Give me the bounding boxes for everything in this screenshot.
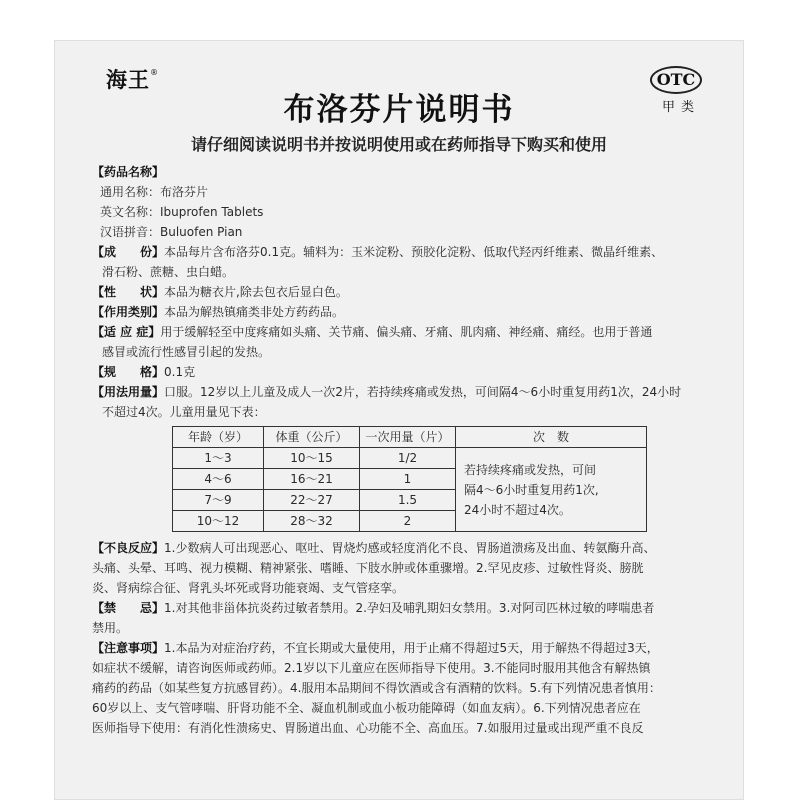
table-cell: 7～9 bbox=[173, 490, 264, 511]
table-header-weight: 体重（公斤） bbox=[264, 427, 360, 448]
section-label: 【用法用量】 bbox=[92, 385, 165, 399]
otc-category: 甲类 bbox=[662, 100, 701, 115]
table-cell: 1.5 bbox=[360, 490, 456, 511]
spec-section bbox=[92, 362, 724, 382]
table-cell: 1/2 bbox=[360, 448, 456, 469]
table-cell: 28～32 bbox=[264, 511, 360, 532]
frequency-line: 隔4～6小时重复用药1次, bbox=[464, 482, 599, 497]
category-section bbox=[92, 302, 724, 322]
section-label: 【性 状】 bbox=[92, 285, 165, 299]
section-text: 本品为糖衣片,除去包衣后显白色。 bbox=[164, 285, 348, 299]
page-title: 布洛芬片说明书 bbox=[283, 92, 515, 128]
frequency-line: 若持续疼痛或发热，可间 bbox=[464, 462, 597, 477]
section-text: 滑石粉、蔗糖、虫白蜡。 bbox=[102, 265, 235, 279]
section-text: 炎、肾病综合征、肾乳头坏死或肾功能衰竭、支气管痉挛。 bbox=[92, 581, 405, 595]
section-text: 0.1克 bbox=[164, 365, 196, 379]
table-row bbox=[173, 448, 647, 469]
section-text: 1.对其他非甾体抗炎药过敏者禁用。2.孕妇及哺乳期妇女禁用。3.对阿司匹林过敏的哮喘患者 bbox=[164, 601, 655, 615]
section-label: 【成 份】 bbox=[92, 245, 165, 259]
section-text: 60岁以上、支气管哮喘、肝肾功能不全、凝血机制或血小板功能障碍（如血友病）。6.下列情况患者应在 bbox=[92, 701, 641, 715]
section-label: 【适 应 症】 bbox=[92, 325, 161, 339]
section-label: 【规 格】 bbox=[92, 365, 165, 379]
section-text: 本品为解热镇痛类非处方药药品。 bbox=[164, 305, 345, 319]
english-name: 英文名称：Ibuprofen Tablets bbox=[100, 205, 264, 219]
table-header-row bbox=[173, 427, 647, 448]
leaflet-content bbox=[92, 162, 724, 738]
section-text: 口服。12岁以上儿童及成人一次2片，若持续疼痛或发热，可间隔4～6小时重复用药1次，24小时 bbox=[164, 385, 682, 399]
table-cell: 4～6 bbox=[173, 469, 264, 490]
table-cell: 10～12 bbox=[173, 511, 264, 532]
table-cell: 2 bbox=[360, 511, 456, 532]
section-label: 【禁 忌】 bbox=[92, 601, 165, 615]
frequency-line: 24小时不超过4次。 bbox=[464, 502, 571, 517]
section-label: 【作用类别】 bbox=[92, 305, 165, 319]
adverse-section bbox=[92, 538, 724, 558]
section-text: 本品每片含布洛芬0.1克。辅料为：玉米淀粉、预胶化淀粉、低取代羟丙纤维素、微晶纤维素、 bbox=[164, 245, 664, 259]
section-text: 如症状不缓解，请咨询医师或药师。2.1岁以下儿童应在医师指导下使用。3.不能同时服用其他含有解热镇 bbox=[92, 661, 651, 675]
drug-name-label: 【药品名称】 bbox=[92, 165, 165, 179]
indications-section bbox=[92, 322, 724, 342]
ingredients-section bbox=[92, 242, 724, 262]
table-header-frequency: 次 数 bbox=[456, 427, 647, 448]
otc-badge: OTC bbox=[650, 66, 702, 94]
section-text: 不超过4次。儿童用量见下表： bbox=[102, 405, 266, 419]
precautions-section bbox=[92, 638, 724, 658]
section-text: 医师指导下使用：有消化性溃疡史、胃肠道出血、心功能不全、高血压。7.如服用过量或出现严重不良反 bbox=[92, 721, 644, 735]
table-cell: 1～3 bbox=[173, 448, 264, 469]
generic-name: 通用名称：布洛芬片 bbox=[100, 185, 209, 199]
section-text: 痛药的药品（如某些复方抗感冒药）。4.服用本品期间不得饮酒或含有酒精的饮料。5.有下列情况患者慎用： bbox=[92, 681, 661, 695]
section-text: 1.少数病人可出现恶心、呕吐、胃烧灼感或轻度消化不良、胃肠道溃疡及出血、转氨酶升高、 bbox=[164, 541, 656, 555]
pinyin-name: 汉语拼音：Buluofen Pian bbox=[100, 225, 243, 239]
table-cell: 22～27 bbox=[264, 490, 360, 511]
section-text: 用于缓解轻至中度疼痛如头痛、关节痛、偏头痛、牙痛、肌肉痛、神经痛、痛经。也用于普通 bbox=[160, 325, 653, 339]
pediatric-dose-table bbox=[172, 426, 647, 532]
section-text: 头痛、头晕、耳鸣、视力模糊、精神紧张、嗜睡、下肢水肿或体重骤增。2.罕见皮疹、过敏性肾炎、膀胱 bbox=[92, 561, 644, 575]
frequency-note bbox=[456, 448, 647, 532]
dosage-section bbox=[92, 382, 724, 402]
table-cell: 16～21 bbox=[264, 469, 360, 490]
table-header-age: 年龄（岁） bbox=[173, 427, 264, 448]
table-cell: 1 bbox=[360, 469, 456, 490]
section-label: 【不良反应】 bbox=[92, 541, 165, 555]
usage-warning: 请仔细阅读说明书并按说明使用或在药师指导下购买和使用 bbox=[190, 135, 607, 154]
properties-section bbox=[92, 282, 724, 302]
section-text: 1.本品为对症治疗药，不宜长期或大量使用，用于止痛不得超过5天，用于解热不得超过3天， bbox=[164, 641, 659, 655]
table-header-dose: 一次用量（片） bbox=[360, 427, 456, 448]
brand-name: 海王 bbox=[106, 68, 150, 92]
registered-mark: ® bbox=[150, 68, 159, 77]
contraindications-section bbox=[92, 598, 724, 618]
section-text: 禁用。 bbox=[92, 621, 129, 635]
section-text: 感冒或流行性感冒引起的发热。 bbox=[102, 345, 271, 359]
table-cell: 10～15 bbox=[264, 448, 360, 469]
leaflet-sheet bbox=[54, 40, 744, 800]
section-label: 【注意事项】 bbox=[92, 641, 165, 655]
